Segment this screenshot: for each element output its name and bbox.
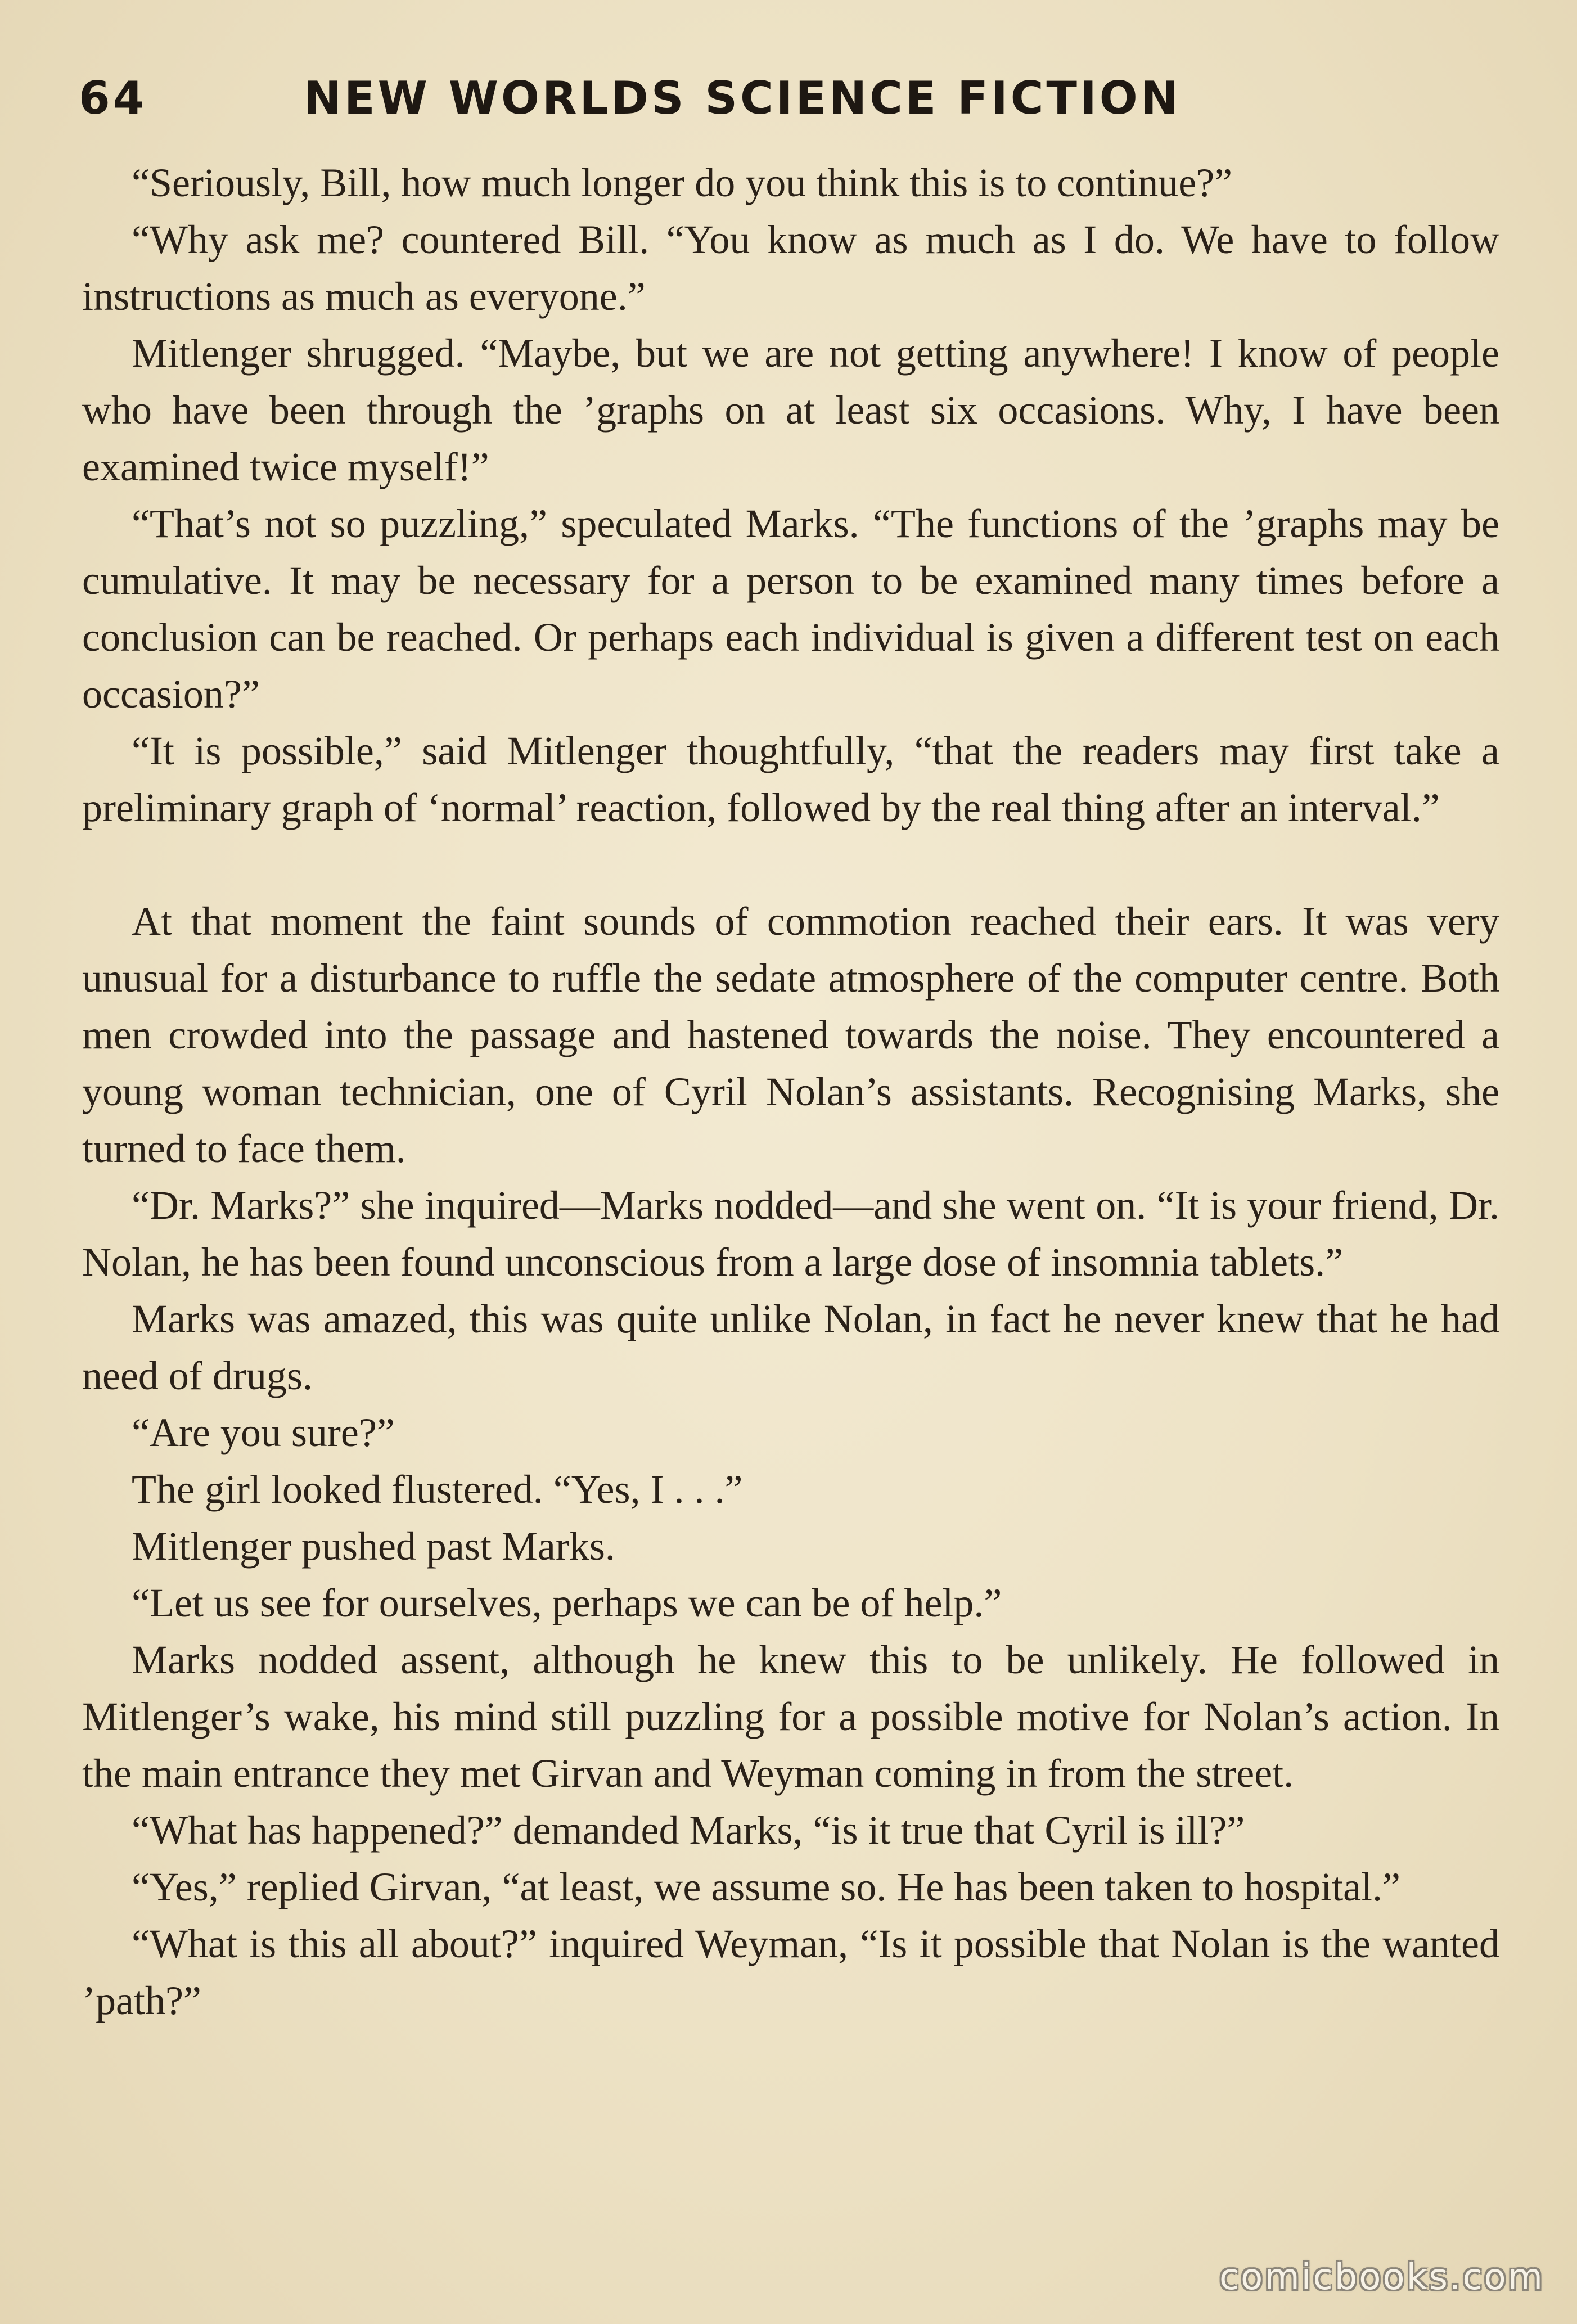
paragraph: “Let us see for ourselves, perhaps we can be of help.” (132, 1580, 1002, 1625)
page-number: 64 (79, 72, 147, 124)
paragraph: “Why ask me? countered Bill. “You know as much as I do. We have to follow instructions as much as everyone.” (82, 217, 1499, 319)
paragraph: “What is this all about?” inquired Weyman, “Is it possible that Nolan is the wanted ’path?” (82, 1921, 1499, 2023)
paragraph: Mitlenger pushed past Marks. (132, 1524, 615, 1569)
paragraph: Marks nodded assent, although he knew this to be unlikely. He followed in Mitlenger’s wake, his mind still puzzling for a possible motive for Nolan’s action. In the main entrance they met Girvan and Weyman coming in from the street. (82, 1637, 1499, 1796)
section-break (82, 836, 1499, 893)
paragraph: Mitlenger shrugged. “Maybe, but we are not getting anywhere! I know of people who have been through the ’graphs on at least six occasions. Why, I have been examined twice myself!” (82, 331, 1499, 489)
running-header (79, 72, 1507, 134)
paragraph: Marks was amazed, this was quite unlike Nolan, in fact he never knew that he had need of drugs. (82, 1296, 1499, 1398)
paragraph: “Dr. Marks?” she inquired—Marks nodded—and she went on. “It is your friend, Dr. Nolan, he has been found unconscious from a large dose of insomnia tablets.” (82, 1183, 1499, 1285)
paragraph: “It is possible,” said Mitlenger thoughtfully, “that the readers may first take a preliminary graph of ‘normal’ reaction, followed by the real thing after an interval.” (82, 728, 1499, 830)
paragraph: “What has happened?” demanded Marks, “is it true that Cyril is ill?” (132, 1808, 1245, 1853)
paragraph: “Yes,” replied Girvan, “at least, we assume so. He has been taken to hospital.” (132, 1864, 1401, 1909)
body-text (82, 155, 1499, 2029)
running-title: NEW WORLDS SCIENCE FICTION (304, 72, 1181, 124)
paragraph: The girl looked flustered. “Yes, I . . .” (132, 1467, 743, 1512)
paragraph: “Seriously, Bill, how much longer do you think this is to continue?” (132, 160, 1233, 205)
paragraph: “That’s not so puzzling,” speculated Marks. “The functions of the ’graphs may be cumulative. It may be necessary for a person to be examined many times before a conclusion can be reached. Or perhaps each individual is given a different test on each occasion?” (82, 501, 1499, 717)
site-watermark: comicbooks.com (1219, 2257, 1544, 2298)
paragraph: “Are you sure?” (132, 1410, 395, 1455)
paragraph: At that moment the faint sounds of commotion reached their ears. It was very unusual for a disturbance to ruffle the sedate atmosphere of the computer centre. Both men crowded into the passage and hastened towards the noise. They encountered a young woman technician, one of Cyril Nolan’s assistants. Recognising Marks, she turned to face them. (82, 899, 1499, 1171)
